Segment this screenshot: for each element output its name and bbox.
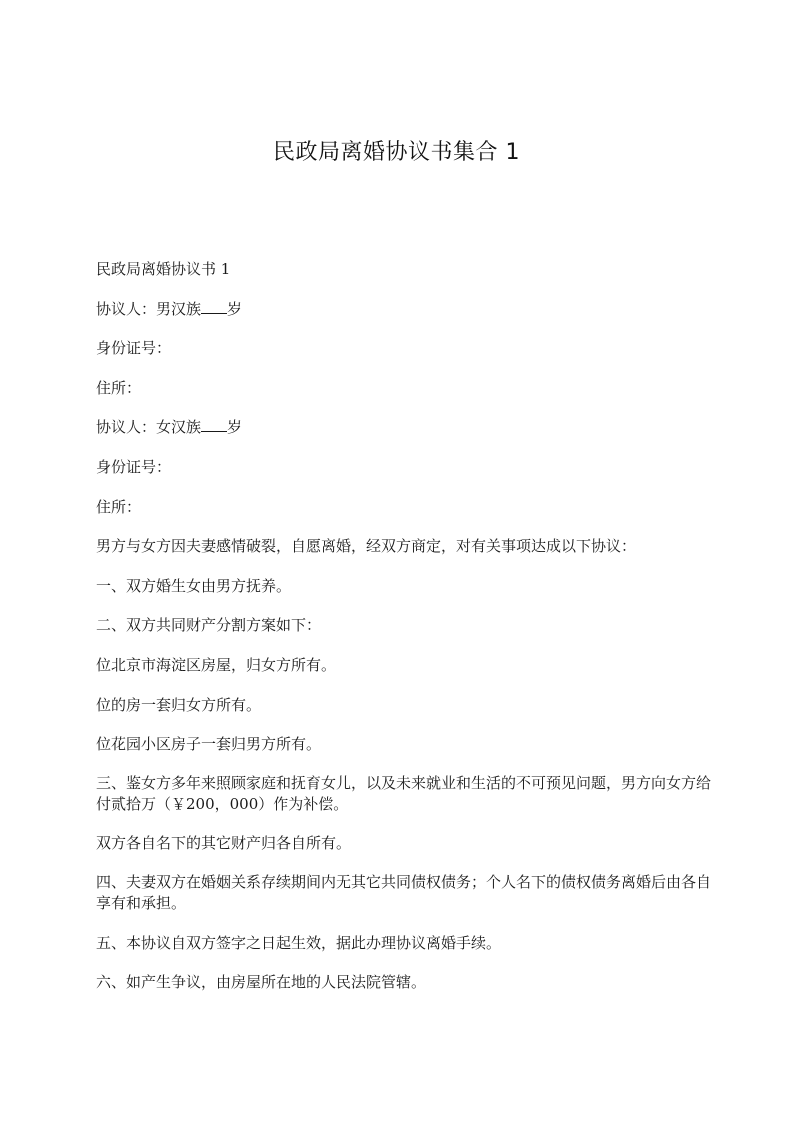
paragraph-property-1: 位北京市海淀区房屋，归女方所有。	[96, 655, 337, 674]
paragraph-clause-3: 三、鉴女方多年来照顾家庭和抚育女儿，以及未来就业和生活的不可预见问题，男方向女方给付贰拾万（￥200，000）作为补偿。	[96, 773, 712, 813]
address-2: 住所：	[96, 497, 142, 516]
party-1-label: 协议人：男汉族	[96, 299, 202, 318]
party-2-suffix: 岁	[227, 418, 243, 437]
paragraph-property-3: 位花园小区房子一套归男方所有。	[96, 735, 322, 754]
document-body	[96, 258, 716, 1011]
paragraph-clause-2: 二、双方共同财产分割方案如下：	[96, 616, 322, 635]
document-title: 民政局离婚协议书集合 1	[273, 140, 520, 165]
id-number-1: 身份证号：	[96, 339, 172, 358]
party-2-line	[96, 416, 716, 438]
paragraph-intro: 男方与女方因夫妻感情破裂，自愿离婚，经双方商定，对有关事项达成以下协议：	[96, 537, 637, 556]
address-1: 住所：	[96, 378, 142, 397]
party-1-line	[96, 298, 716, 320]
age-blank-1	[201, 299, 227, 314]
paragraph-property-2: 位的房一套归女方所有。	[96, 695, 262, 714]
paragraph-clause-6: 六、如产生争议，由房屋所在地的人民法院管辖。	[96, 973, 427, 992]
paragraph-clause-4: 四、夫妻双方在婚姻关系存续期间内无其它共同债权债务；个人名下的债权债务离婚后由各自享有和承担。	[96, 872, 712, 912]
section-heading: 民政局离婚协议书 1	[96, 260, 231, 278]
paragraph-clause-1: 一、双方婚生女由男方抚养。	[96, 576, 292, 595]
id-number-2: 身份证号：	[96, 457, 172, 476]
party-1-suffix: 岁	[227, 299, 243, 318]
party-2-label: 协议人：女汉族	[96, 418, 202, 437]
age-blank-2	[201, 417, 227, 432]
paragraph-clause-5: 五、本协议自双方签字之日起生效，据此办理协议离婚手续。	[96, 933, 502, 952]
paragraph-other-property: 双方各自名下的其它财产归各自所有。	[96, 834, 352, 853]
